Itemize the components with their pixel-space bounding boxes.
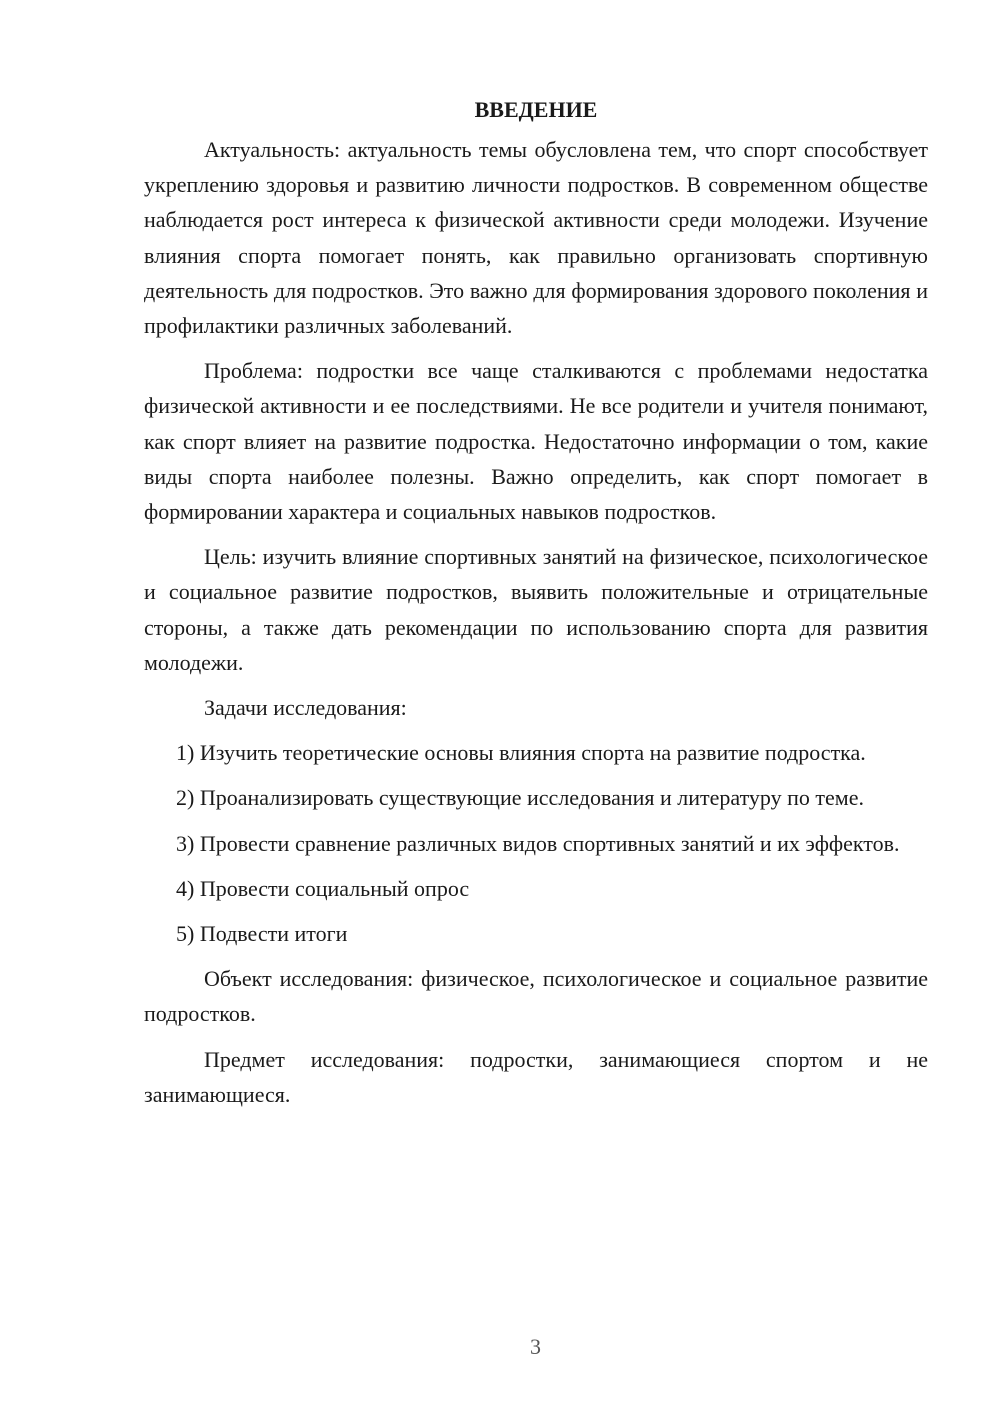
document-page [144, 92, 928, 1122]
section-title: ВВЕДЕНИЕ [474, 97, 598, 122]
page-number: 3 [530, 1334, 541, 1359]
object-paragraph: Объект исследования: физическое, психологическое и социальное развитие подростков. [144, 966, 928, 1027]
task-item: 3) Провести сравнение различных видов спортивных занятий и их эффектов. [176, 830, 900, 856]
goal-paragraph: Цель: изучить влияние спортивных занятий на физическое, психологическое и социальное развитие подростков, выявить положительные и отрицательные стороны, а также дать рекомендации по использованию спорта для развития молодежи. [144, 544, 928, 675]
task-item: 1) Изучить теоретические основы влияния спорта на развитие подростка. [176, 740, 866, 766]
tasks-heading: Задачи исследования: [204, 695, 407, 721]
relevance-paragraph: Актуальность: актуальность темы обусловлена тем, что спорт способствует укреплению здоровья и развитию личности подростков. В современном обществе наблюдается рост интереса к физической активности среди молодежи. Изучение влияния спорта помогает понять, как правильно организовать спортивную деятельность для подростков. Это важно для формирования здорового поколения и профилактики различных заболеваний. [144, 137, 928, 339]
subject-paragraph: Предмет исследования: подростки, занимающиеся спортом и не занимающиеся. [144, 1046, 928, 1107]
problem-paragraph: Проблема: подростки все чаще сталкиваются с проблемами недостатка физической активности и ее последствиями. Не все родители и учителя понимают, как спорт влияет на развитие подростка. Недостаточно информации о том, какие виды спорта наиболее полезны. Важно определить, как спорт помогает в формировании характера и социальных навыков подростков. [144, 358, 928, 525]
task-item: 5) Подвести итоги [176, 921, 348, 947]
task-item: 2) Проанализировать существующие исследования и литературу по теме. [176, 785, 864, 811]
task-item: 4) Провести социальный опрос [176, 875, 470, 901]
